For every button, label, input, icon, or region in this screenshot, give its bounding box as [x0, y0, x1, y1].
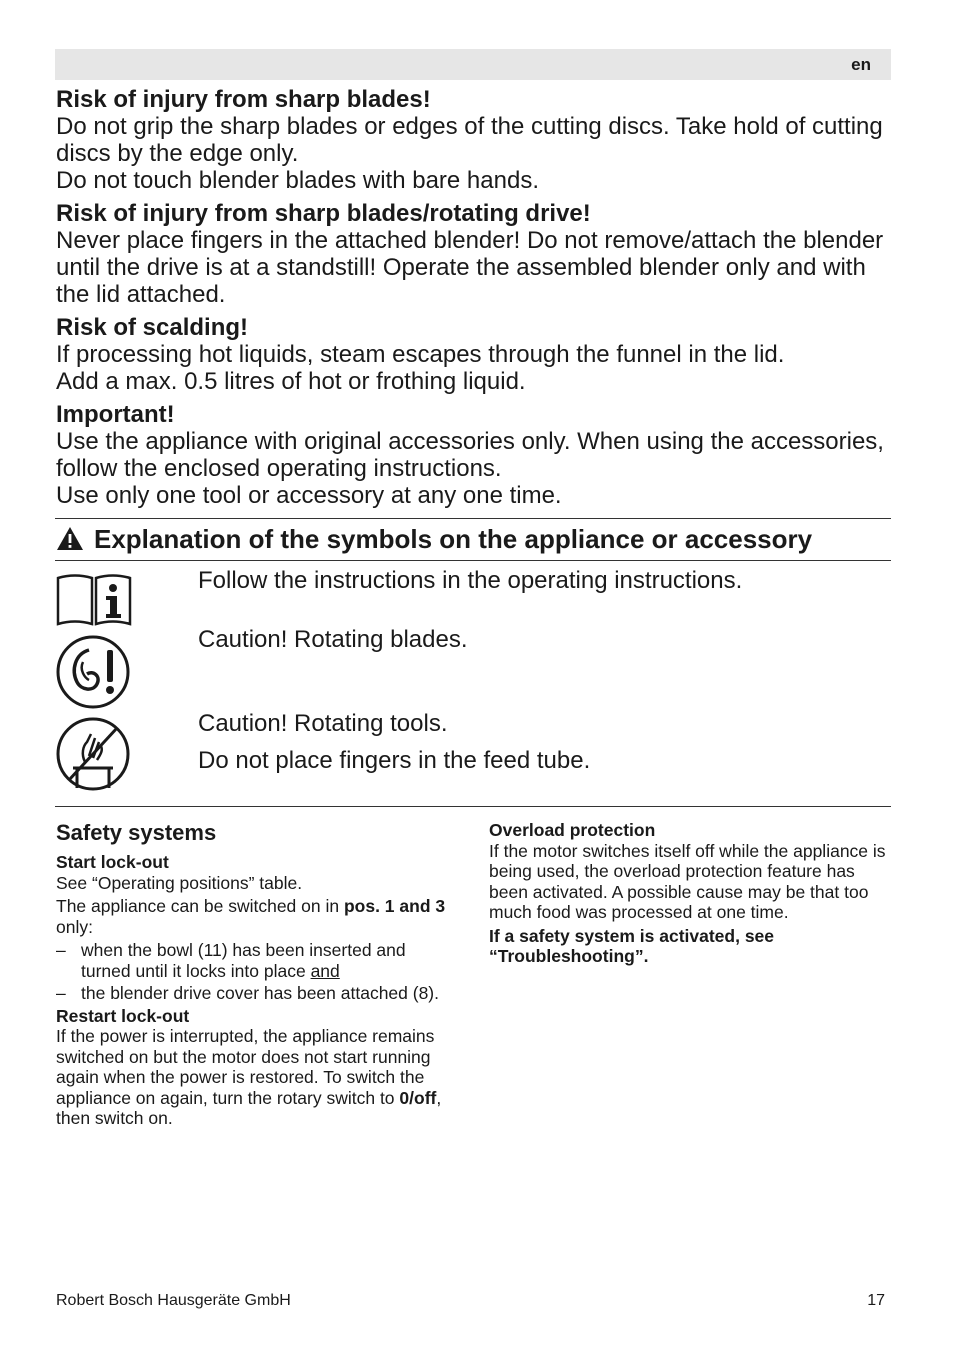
- warning-scalding: [56, 314, 896, 395]
- section-heading: Safety systems: [56, 820, 217, 845]
- footer-company: Robert Bosch Hausgeräte GmbH: [56, 1292, 291, 1309]
- warning-text: Do not touch blender blades with bare hands.: [56, 167, 539, 194]
- symbols-heading-text: Explanation of the symbols on the appliance or accessory: [94, 524, 813, 554]
- divider: [55, 518, 891, 519]
- list-item: – when the bowl (11) has been inserted and turned until it locks into place and: [56, 940, 406, 981]
- troubleshooting-note: If a safety system is activated, see “Troubleshooting”.: [489, 925, 775, 966]
- list-item: – the blender drive cover has been attached (8).: [56, 983, 439, 1003]
- subsection-title: Overload protection: [489, 820, 656, 840]
- no-fingers-icon: [55, 716, 131, 792]
- page-number: 17: [867, 1292, 885, 1309]
- overload-column: [489, 820, 891, 967]
- language-code: en: [851, 55, 871, 74]
- symbol-text: Caution! Rotating blades.: [198, 626, 468, 653]
- warning-text: Use only one tool or accessory at any one time.: [56, 482, 562, 509]
- warning-sharp-blades: [56, 86, 896, 194]
- subsection-title: Restart lock-out: [56, 1005, 190, 1026]
- symbol-text: Caution! Rotating tools.: [198, 710, 448, 737]
- conditions-list: [56, 940, 458, 1004]
- language-bar: [55, 49, 891, 80]
- warning-text: If processing hot liquids, steam escapes through the funnel in the lid.: [56, 341, 785, 368]
- instructions-book-icon: [55, 572, 133, 628]
- warning-title: Risk of scalding!: [56, 314, 249, 341]
- warning-text: Add a max. 0.5 litres of hot or frothing liquid.: [56, 368, 526, 395]
- symbol-text: Do not place fingers in the feed tube.: [198, 747, 591, 774]
- rotating-blades-icon: [55, 634, 131, 710]
- divider: [55, 560, 891, 561]
- safety-systems-column: [56, 820, 458, 1132]
- paragraph: If the power is interrupted, the appliance remains switched on but the motor does not start running again when the power is restored. To switch the appliance on again, turn the rotary switch to 0/off, then switch on.: [56, 1026, 442, 1128]
- warning-rotating-drive: [56, 200, 896, 308]
- divider: [55, 806, 891, 807]
- subsection-title: Start lock-out: [56, 852, 169, 872]
- paragraph: See “Operating positions” table.: [56, 872, 303, 893]
- warning-title: Risk of injury from sharp blades/rotating drive!: [56, 200, 591, 227]
- warning-text: Never place fingers in the attached blender! Do not remove/attach the blender until the drive is at a standstill! Operate the assembled blender only and with the lid attached.: [56, 227, 884, 308]
- warning-title: Risk of injury from sharp blades!: [56, 86, 431, 113]
- symbol-text: Follow the instructions in the operating instructions.: [198, 567, 743, 594]
- warning-text: Do not grip the sharp blades or edges of the cutting discs. Take hold of cutting discs by the edge only.: [56, 113, 883, 167]
- symbols-heading: [56, 523, 896, 555]
- paragraph: The appliance can be switched on in pos. 1 and 3 only:: [56, 896, 446, 937]
- warning-triangle-icon: [56, 526, 84, 551]
- warning-text: Use the appliance with original accessories only. When using the accessories, follow the enclosed operating instructions.: [56, 428, 884, 482]
- warning-important: [56, 401, 896, 509]
- paragraph: If the motor switches itself off while the appliance is being used, the overload protection feature has been activated. A possible cause may be that too much food was processed at one time.: [489, 840, 886, 922]
- warnings-section: [56, 86, 896, 515]
- warning-title: Important!: [56, 401, 175, 428]
